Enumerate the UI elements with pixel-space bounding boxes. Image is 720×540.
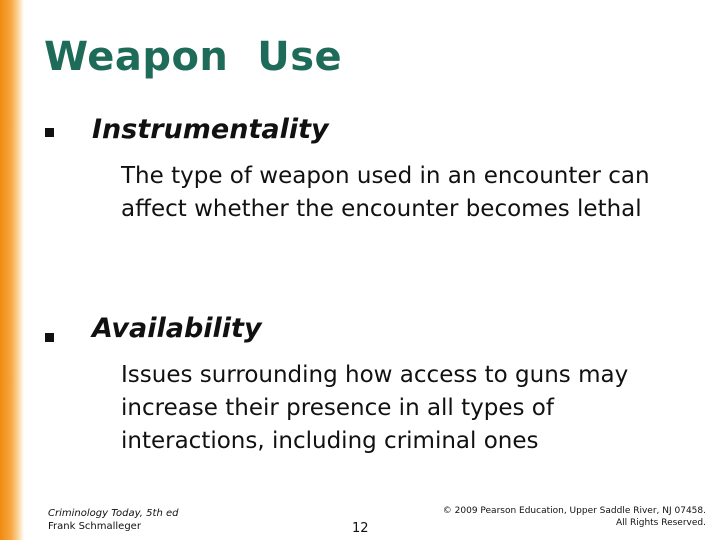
- bullet-body-instrumentality: The type of weapon used in an encounter can affect whether the encounter becomes lethal: [121, 163, 650, 222]
- footer-copyright: [416, 505, 706, 529]
- bullet-heading-instrumentality: Instrumentality: [92, 114, 329, 145]
- footer-book-title: Criminology Today, 5th ed: [48, 508, 179, 519]
- bullet-heading-availability: Availability: [92, 313, 262, 344]
- left-accent-bar: [0, 0, 24, 540]
- bullet-square-icon: [45, 333, 54, 342]
- bullet-square-icon: [45, 128, 54, 137]
- bullet-body-availability: Issues surrounding how access to guns may increase their presence in all types of interactions, including criminal ones: [121, 362, 629, 454]
- footer-citation: [48, 507, 178, 533]
- slide-title: Weapon Use: [44, 34, 343, 80]
- page-number: 12: [352, 521, 369, 536]
- copyright-line-1: © 2009 Pearson Education, Upper Saddle River, NJ 07458.: [442, 506, 706, 516]
- footer-author: Frank Schmalleger: [48, 521, 141, 532]
- copyright-line-2: All Rights Reserved.: [615, 518, 706, 528]
